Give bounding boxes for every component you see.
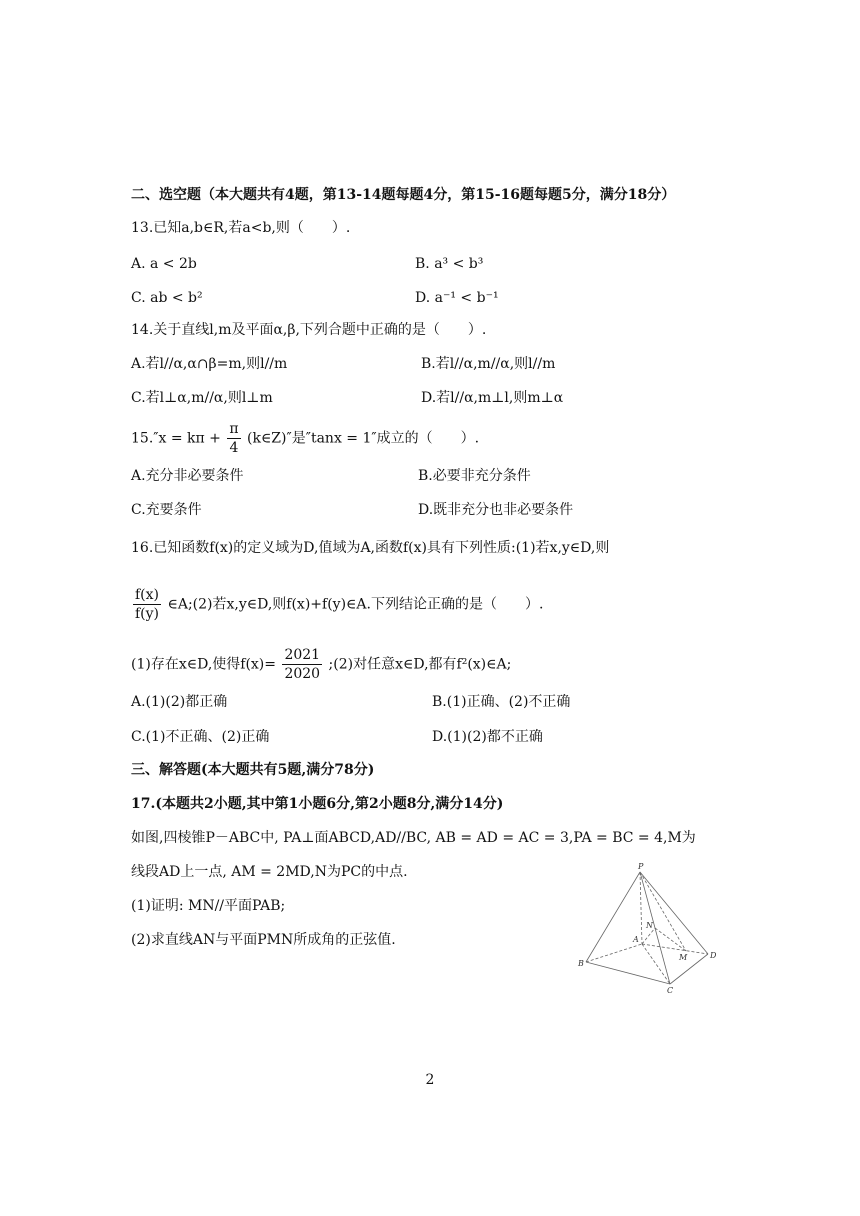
segment-mn: [655, 928, 686, 951]
q16-option-b: B.(1)正确、(2)不正确: [432, 694, 571, 710]
q14-option-c: C.若l⊥α,m//α,则l⊥m: [131, 390, 273, 406]
section2-header: 二、选空题（本大题共有4题，第13-14题每题4分，第15-16题每题5分，满分18分）: [131, 187, 676, 203]
q14-option-a: A.若l//α,α∩β=m,则l//m: [131, 356, 288, 372]
q16-fraction: [133, 586, 161, 623]
q16-option-d: D.(1)(2)都不正确: [432, 729, 543, 745]
edge-ad: [642, 944, 708, 954]
label-c: C: [667, 986, 674, 994]
segment-an: [642, 928, 655, 944]
q15-option-b: B.必要非充分条件: [418, 468, 531, 484]
q14-option-d: D.若l//α,m⊥l,则m⊥α: [421, 390, 564, 406]
q13-option-b: B. a³ < b³: [415, 256, 484, 272]
q15-option-c: C.充要条件: [131, 502, 202, 518]
q13-option-a: A. a < 2b: [131, 256, 197, 272]
q17-part1: (1)证明: MN//平面PAB;: [131, 898, 286, 914]
q15-frac-num: π: [229, 421, 239, 437]
q16-option-a: A.(1)(2)都正确: [131, 694, 228, 710]
edge-ba: [586, 944, 642, 962]
q16-line2-suffix: ∈A;(2)若x,y∈D,则f(x)+f(y)∈A.下列结论正确的是（ ）.: [167, 596, 544, 613]
q17-line1: 如图,四棱锥P－ABC中, PA⊥面ABCD,AD//BC, AB = AD = AC = 3,PA = BC = 4,M为: [131, 830, 696, 846]
label-p: P: [638, 862, 644, 871]
q16-fraction-2021: [282, 646, 322, 683]
q16-line1: 16.已知函数f(x)的定义域为D,值域为A,函数f(x)具有下列性质:(1)若x,y∈D,则: [131, 540, 610, 556]
q13-option-c: C. ab < b²: [131, 290, 203, 306]
q17-header: 17.(本题共2小题,其中第1小题6分,第2小题8分,满分14分): [131, 796, 504, 812]
q13-option-d: D. a⁻¹ < b⁻¹: [415, 290, 499, 306]
label-n: N: [646, 921, 653, 930]
q15-option-a: A.充分非必要条件: [131, 468, 244, 484]
section3-header: 三、解答题(本大题共有5题,满分78分): [131, 762, 375, 778]
q14-option-b: B.若l//α,m//α,则l//m: [421, 356, 556, 372]
q16-line3-prefix: (1)存在x∈D,使得f(x)=: [131, 656, 276, 673]
edge-cd: [670, 954, 708, 984]
q16-frac2-num: 2021: [284, 647, 321, 663]
q16-option-c: C.(1)不正确、(2)正确: [131, 729, 270, 745]
page-number: 2: [425, 1072, 435, 1088]
edge-bc: [586, 962, 670, 984]
q17-line2: 线段AD上一点, AM = 2MD,N为PC的中点.: [131, 864, 408, 880]
q16-frac-num: f(x): [135, 587, 160, 603]
q15-fraction: [227, 420, 240, 457]
q15-option-d: D.既非充分也非必要条件: [418, 502, 574, 518]
label-b: B: [578, 959, 584, 968]
q15-stem-suffix: (k∈Z)″是″tanx = 1″成立的（ ）.: [247, 430, 480, 447]
q14-stem: 14.关于直线l,m及平面α,β,下列合题中正确的是（ ）.: [131, 322, 487, 338]
q16-line3-suffix: ;(2)对任意x∈D,都有f²(x)∈A;: [328, 656, 512, 673]
q13-stem: 13.已知a,b∈R,若a<b,则（ ）.: [131, 220, 351, 236]
q15-stem-prefix: 15.″x = kπ +: [131, 430, 221, 447]
edge-pa: [640, 872, 642, 944]
label-d: D: [710, 951, 717, 960]
q16-line3: [131, 646, 511, 683]
pyramid-figure: [570, 858, 730, 994]
q15-stem: [131, 420, 479, 457]
label-m: M: [679, 953, 688, 962]
edge-pd: [640, 872, 708, 954]
q16-line2: [131, 586, 543, 623]
q16-frac2-den: 2020: [284, 666, 321, 682]
q15-frac-den: 4: [229, 440, 239, 456]
label-a: A: [633, 935, 639, 944]
q16-frac-den: f(y): [135, 606, 160, 622]
segment-pm: [640, 872, 686, 951]
q17-part2: (2)求直线AN与平面PMN所成角的正弦值.: [131, 932, 396, 948]
edge-pb: [586, 872, 640, 962]
